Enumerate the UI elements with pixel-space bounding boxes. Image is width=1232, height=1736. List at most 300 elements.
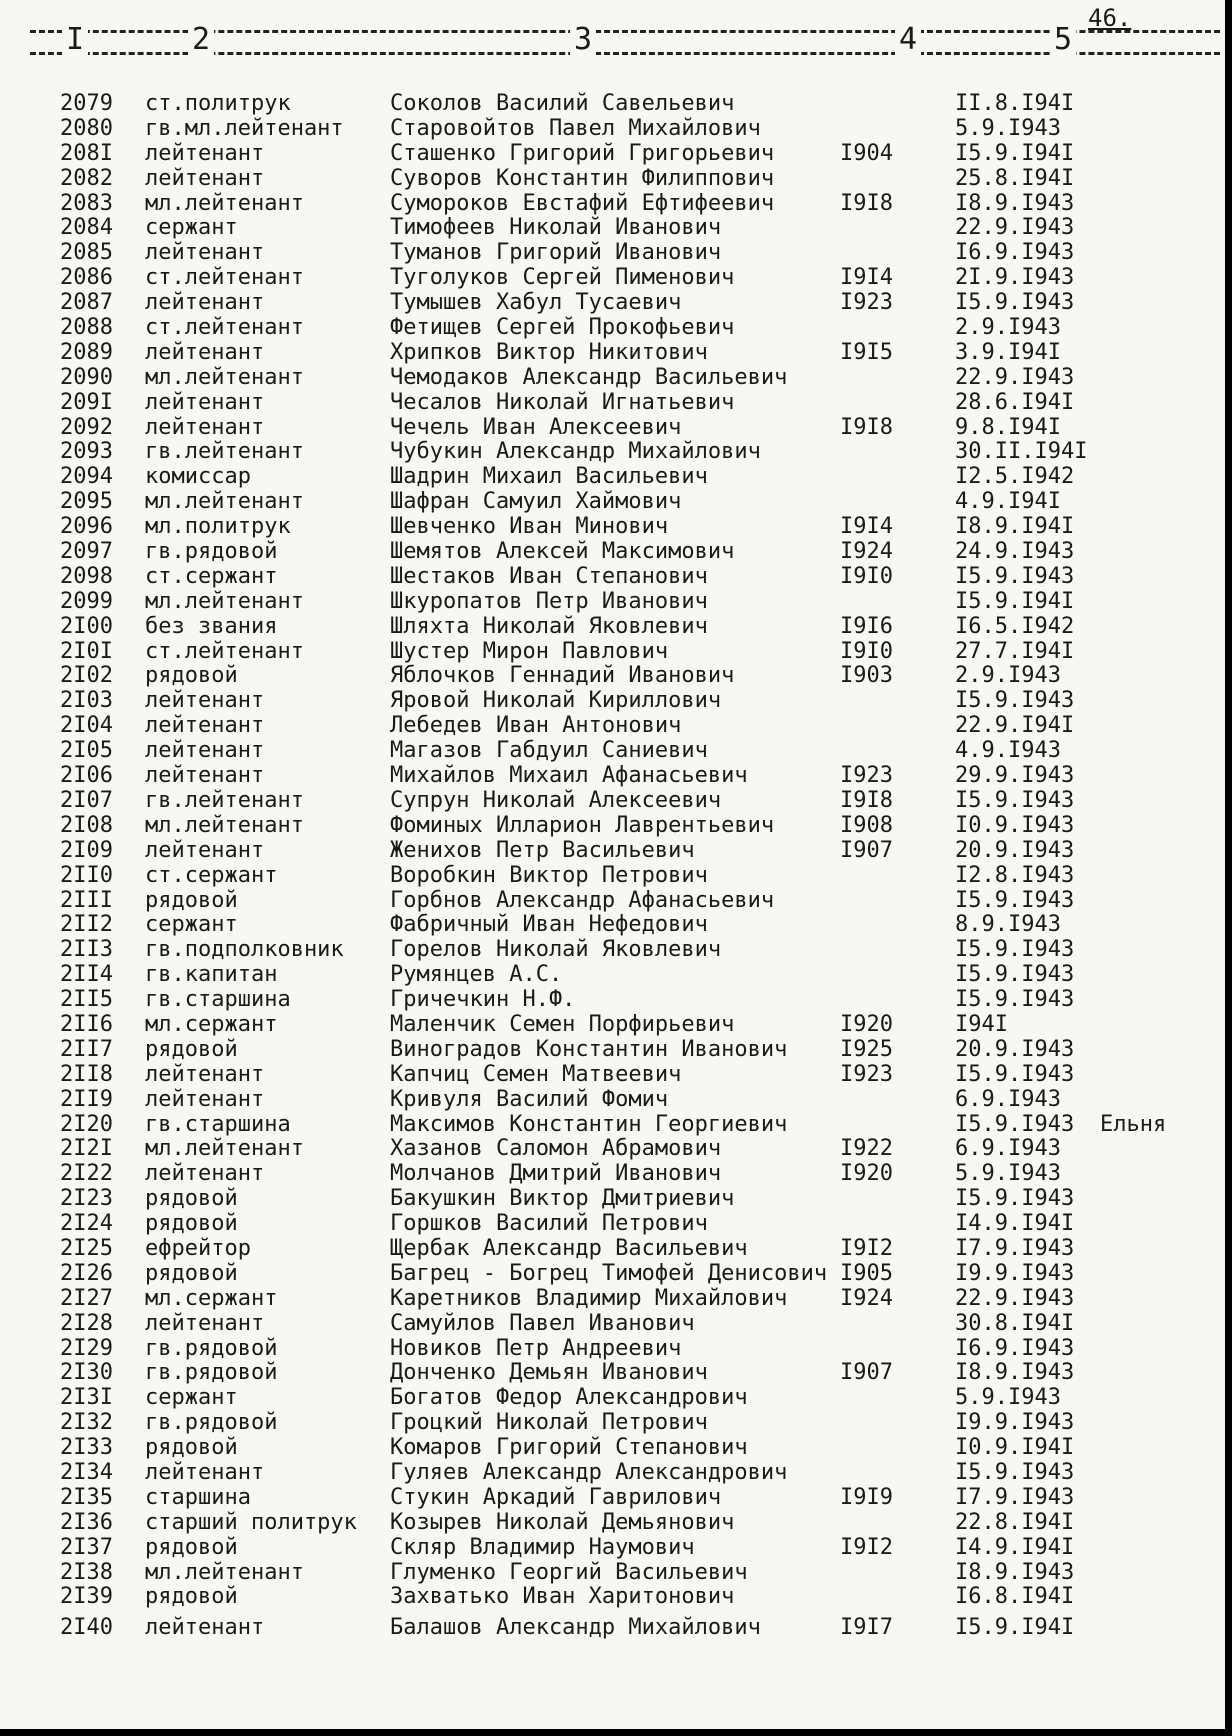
record-rank: ст.лейтенант (145, 315, 304, 341)
record-date: 30.II.I94I (955, 439, 1088, 465)
record-rank: лейтенант (145, 240, 265, 266)
record-number: 2I00 (60, 613, 113, 639)
record-birth-year: I925 (840, 1036, 893, 1062)
record-name: Женихов Петр Васильевич (390, 837, 695, 863)
record-birth-year: I9I8 (840, 190, 893, 216)
record-name: Чемодаков Александр Васильевич (390, 364, 788, 390)
table-row (0, 1137, 1225, 1162)
record-name: Виноградов Константин Иванович (390, 1036, 788, 1062)
record-birth-year: I9I0 (840, 638, 893, 664)
record-birth-year: I920 (840, 1161, 893, 1187)
record-number: 2I30 (60, 1360, 113, 1386)
record-name: Старовойтов Павел Михайлович (390, 115, 761, 141)
record-rank: лейтенант (145, 837, 265, 863)
record-rank: лейтенант (145, 165, 265, 191)
record-rank: гв.подполковник (145, 937, 344, 963)
record-name: Чубукин Александр Михайлович (390, 439, 761, 465)
record-name: Шкуропатов Петр Иванович (390, 588, 708, 614)
record-name: Шемятов Алексей Максимович (390, 539, 735, 565)
record-number: 2092 (60, 414, 113, 440)
record-name: Туманов Григорий Иванович (390, 240, 722, 266)
record-number: 2086 (60, 265, 113, 291)
record-name: Самуйлов Павел Иванович (390, 1310, 695, 1336)
record-date: I5.9.I943 (955, 787, 1075, 813)
record-date: I5.9.I94I (955, 140, 1075, 166)
table-row (0, 1013, 1225, 1038)
record-name: Суворов Константин Филиппович (390, 165, 775, 191)
record-name: Новиков Петр Андреевич (390, 1335, 682, 1361)
table-row (0, 590, 1225, 615)
record-name: Глуменко Георгий Васильевич (390, 1559, 748, 1585)
record-number: 2079 (60, 91, 113, 116)
record-number: 2II5 (60, 987, 113, 1013)
table-row (0, 1361, 1225, 1386)
record-date: I6.5.I942 (955, 613, 1075, 639)
table-row (0, 938, 1225, 963)
record-date: I5.9.I943 (955, 1186, 1075, 1212)
table-row (0, 1212, 1225, 1237)
record-number: 2I27 (60, 1285, 113, 1311)
record-rank: ст.сержант (145, 563, 278, 589)
record-number: 2I26 (60, 1260, 113, 1286)
table-row (0, 540, 1225, 565)
table-row (0, 1162, 1225, 1187)
record-date: 4.9.I94I (955, 489, 1061, 515)
record-date: 6.9.I943 (955, 1086, 1061, 1112)
record-number: 2I25 (60, 1235, 113, 1261)
record-rank: лейтенант (145, 763, 265, 789)
record-date: 2.9.I943 (955, 315, 1061, 341)
record-date: I4.9.I94I (955, 1211, 1075, 1237)
record-rank: рядовой (145, 1584, 238, 1610)
record-birth-year: I903 (840, 663, 893, 689)
record-name: Фетищев Сергей Прокофьевич (390, 315, 735, 341)
table-row (0, 739, 1225, 764)
table-row (0, 764, 1225, 789)
record-rank: ст.сержант (145, 862, 278, 888)
record-number: 2098 (60, 563, 113, 589)
record-name: Фоминых Илларион Лаврентьевич (390, 812, 775, 838)
record-date: I5.9.I943 (955, 1111, 1075, 1137)
record-date: I8.9.I94I (955, 514, 1075, 540)
record-date: I5.9.I943 (955, 937, 1075, 963)
record-rank: мл.сержант (145, 1011, 278, 1037)
record-number: 2I0I (60, 638, 113, 664)
table-row (0, 1088, 1225, 1113)
record-date: 4.9.I943 (955, 738, 1061, 764)
record-rank: гв.лейтенант (145, 439, 304, 465)
record-date: 22.9.I943 (955, 1285, 1075, 1311)
record-name: Яблочков Геннадий Иванович (390, 663, 735, 689)
record-name: Шляхта Николай Яковлевич (390, 613, 708, 639)
record-name: Магазов Габдуил Саниевич (390, 738, 708, 764)
record-date: 22.9.I943 (955, 215, 1075, 241)
record-name: Тумышев Хабул Тусаевич (390, 290, 682, 316)
record-rank: рядовой (145, 1534, 238, 1560)
record-rank: лейтенант (145, 713, 265, 739)
record-rank: рядовой (145, 1211, 238, 1237)
record-number: 2I08 (60, 812, 113, 838)
record-birth-year: I905 (840, 1260, 893, 1286)
table-row (0, 1486, 1225, 1511)
record-number: 2I29 (60, 1335, 113, 1361)
record-birth-year: I9I4 (840, 514, 893, 540)
record-rank: гв.рядовой (145, 1335, 278, 1361)
record-date: 30.8.I94I (955, 1310, 1075, 1336)
record-rank: гв.мл.лейтенант (145, 115, 344, 141)
record-date: I7.9.I943 (955, 1484, 1075, 1510)
record-number: 2087 (60, 290, 113, 316)
table-row (0, 192, 1225, 217)
record-number: 2I35 (60, 1484, 113, 1510)
record-name: Шустер Мирон Павлович (390, 638, 669, 664)
record-number: 2II3 (60, 937, 113, 963)
table-row (0, 988, 1225, 1013)
table-row (0, 1038, 1225, 1063)
record-birth-year: I9I9 (840, 1484, 893, 1510)
table-row (0, 341, 1225, 366)
record-rank: старший политрук (145, 1509, 357, 1535)
record-note: Ельня (1100, 1111, 1167, 1137)
record-date: 8.9.I943 (955, 912, 1061, 938)
table-row (0, 316, 1225, 341)
record-name: Багрец - Богрец Тимофей Денисович (390, 1260, 828, 1286)
record-date: I6.9.I943 (955, 240, 1075, 266)
record-date: I6.8.I94I (955, 1584, 1075, 1610)
column-heading-2: 2 (188, 24, 214, 56)
table-row (0, 490, 1225, 515)
record-rank: рядовой (145, 663, 238, 689)
record-birth-year: I907 (840, 837, 893, 863)
record-rank: комиссар (145, 464, 251, 490)
record-date: I5.9.I94I (955, 588, 1075, 614)
record-number: 2090 (60, 364, 113, 390)
record-number: 2II2 (60, 912, 113, 938)
record-number: 2II6 (60, 1011, 113, 1037)
record-date: 2I.9.I943 (955, 265, 1075, 291)
record-rank: старшина (145, 1484, 251, 1510)
record-rank: лейтенант (145, 1310, 265, 1336)
table-row (0, 366, 1225, 391)
record-date: I7.9.I943 (955, 1235, 1075, 1261)
table-row (0, 814, 1225, 839)
record-name: Богатов Федор Александрович (390, 1385, 748, 1411)
table-row (0, 391, 1225, 416)
column-heading-1: I (62, 24, 88, 56)
record-number: 2I32 (60, 1410, 113, 1436)
record-date: I8.9.I943 (955, 190, 1075, 216)
record-rank: гв.старшина (145, 987, 291, 1013)
record-name: Сташенко Григорий Григорьевич (390, 140, 775, 166)
table-row (0, 465, 1225, 490)
record-date: 20.9.I943 (955, 837, 1075, 863)
record-name: Шестаков Иван Степанович (390, 563, 708, 589)
record-date: I5.9.I943 (955, 962, 1075, 988)
record-number: 2094 (60, 464, 113, 490)
table-row (0, 963, 1225, 988)
table-row (0, 1262, 1225, 1287)
record-name: Бакушкин Виктор Дмитриевич (390, 1186, 735, 1212)
record-date: I5.9.I943 (955, 563, 1075, 589)
record-number: 2I23 (60, 1186, 113, 1212)
record-rank: ефрейтор (145, 1235, 251, 1261)
record-name: Захватько Иван Харитонович (390, 1584, 735, 1610)
record-rank: рядовой (145, 887, 238, 913)
record-number: 2099 (60, 588, 113, 614)
table-row (0, 789, 1225, 814)
record-birth-year: I9I2 (840, 1235, 893, 1261)
record-number: 2II8 (60, 1061, 113, 1087)
record-name: Тимофеев Николай Иванович (390, 215, 722, 241)
table-row (0, 266, 1225, 291)
table-row (0, 416, 1225, 441)
record-name: Фабричный Иван Нефедович (390, 912, 708, 938)
record-name: Горбнов Александр Афанасьевич (390, 887, 775, 913)
record-date: I5.9.I943 (955, 987, 1075, 1013)
record-date: 27.7.I94I (955, 638, 1075, 664)
record-rank: рядовой (145, 1036, 238, 1062)
record-date: I4.9.I94I (955, 1534, 1075, 1560)
record-birth-year: I9I4 (840, 265, 893, 291)
record-number: 2II9 (60, 1086, 113, 1112)
record-date: II.8.I94I (955, 91, 1075, 116)
record-rank: мл.лейтенант (145, 1559, 304, 1585)
record-name: Максимов Константин Георгиевич (390, 1111, 788, 1137)
record-name: Маленчик Семен Порфирьевич (390, 1011, 735, 1037)
record-date: I8.9.I943 (955, 1559, 1075, 1585)
table-row (0, 864, 1225, 889)
record-name: Капчиц Семен Матвеевич (390, 1061, 682, 1087)
record-birth-year: I9I2 (840, 1534, 893, 1560)
record-name: Лебедев Иван Антонович (390, 713, 682, 739)
table-row (0, 1237, 1225, 1262)
record-name: Туголуков Сергей Пименович (390, 265, 735, 291)
record-rank: мл.лейтенант (145, 1136, 304, 1162)
record-date: I0.9.I943 (955, 812, 1075, 838)
record-number: 2082 (60, 165, 113, 191)
record-rank: мл.лейтенант (145, 812, 304, 838)
record-name: Комаров Григорий Степанович (390, 1435, 748, 1461)
table-row (0, 640, 1225, 665)
record-rank: сержант (145, 912, 238, 938)
record-date: I5.9.I943 (955, 290, 1075, 316)
record-number: 2I07 (60, 787, 113, 813)
record-rank: без звания (145, 613, 278, 639)
record-name: Горшков Василий Петрович (390, 1211, 708, 1237)
record-number: 2I40 (60, 1615, 113, 1641)
table-row (0, 291, 1225, 316)
record-name: Румянцев А.С. (390, 962, 563, 988)
table-row (0, 1561, 1225, 1586)
record-date: I5.9.I94I (955, 1615, 1075, 1641)
record-date: I6.9.I943 (955, 1335, 1075, 1361)
record-name: Шевченко Иван Минович (390, 514, 669, 540)
record-name: Донченко Демьян Иванович (390, 1360, 708, 1386)
record-date: 20.9.I943 (955, 1036, 1075, 1062)
record-number: 2I28 (60, 1310, 113, 1336)
table-row (0, 1287, 1225, 1312)
record-rank: лейтенант (145, 1459, 265, 1485)
record-date: I0.9.I94I (955, 1435, 1075, 1461)
record-date: 5.9.I943 (955, 1385, 1061, 1411)
record-number: 2I33 (60, 1435, 113, 1461)
record-name: Хрипков Виктор Никитович (390, 339, 708, 365)
record-date: 9.8.I94I (955, 414, 1061, 440)
record-name: Шадрин Михаил Васильевич (390, 464, 708, 490)
record-birth-year: I908 (840, 812, 893, 838)
table-row (0, 664, 1225, 689)
record-rank: мл.сержант (145, 1285, 278, 1311)
record-date: 6.9.I943 (955, 1136, 1061, 1162)
record-birth-year: I9I8 (840, 414, 893, 440)
record-date: 25.8.I94I (955, 165, 1075, 191)
record-rank: гв.рядовой (145, 539, 278, 565)
record-number: 2096 (60, 514, 113, 540)
record-rank: гв.капитан (145, 962, 278, 988)
record-number: 2083 (60, 190, 113, 216)
record-rank: гв.рядовой (145, 1360, 278, 1386)
table-row (0, 1063, 1225, 1088)
record-rank: мл.лейтенант (145, 588, 304, 614)
record-rank: мл.лейтенант (145, 364, 304, 390)
record-number: 2I22 (60, 1161, 113, 1187)
table-row (0, 515, 1225, 540)
record-number: 2I04 (60, 713, 113, 739)
record-birth-year: I924 (840, 1285, 893, 1311)
record-date: I5.9.I943 (955, 1459, 1075, 1485)
column-heading-4: 4 (895, 24, 921, 56)
record-number: 2I2I (60, 1136, 113, 1162)
record-name: Супрун Николай Алексеевич (390, 787, 722, 813)
record-number: 2093 (60, 439, 113, 465)
record-number: 2088 (60, 315, 113, 341)
record-birth-year: I9I7 (840, 1615, 893, 1641)
record-number: 2084 (60, 215, 113, 241)
record-name: Щербак Александр Васильевич (390, 1235, 748, 1261)
table-row (0, 440, 1225, 465)
record-date: I2.8.I943 (955, 862, 1075, 888)
table-row (0, 1616, 1225, 1641)
record-rank: мл.лейтенант (145, 190, 304, 216)
record-date: 22.8.I94I (955, 1509, 1075, 1535)
record-rank: лейтенант (145, 389, 265, 415)
record-birth-year: I923 (840, 1061, 893, 1087)
record-name: Чечель Иван Алексеевич (390, 414, 682, 440)
table-row (0, 1511, 1225, 1536)
table-row (0, 167, 1225, 192)
record-number: 2I09 (60, 837, 113, 863)
record-number: 2I06 (60, 763, 113, 789)
record-number: 2095 (60, 489, 113, 515)
record-name: Гуляев Александр Александрович (390, 1459, 788, 1485)
record-rank: сержант (145, 215, 238, 241)
record-rank: сержант (145, 1385, 238, 1411)
record-name: Хазанов Саломон Абрамович (390, 1136, 722, 1162)
record-rank: лейтенант (145, 414, 265, 440)
record-date: I2.5.I942 (955, 464, 1075, 490)
record-number: 2I38 (60, 1559, 113, 1585)
table-row (0, 216, 1225, 241)
table-row (0, 689, 1225, 714)
record-date: 5.9.I943 (955, 115, 1061, 141)
record-birth-year: I924 (840, 539, 893, 565)
record-name: Кривуля Василий Фомич (390, 1086, 669, 1112)
record-name: Горелов Николай Яковлевич (390, 937, 722, 963)
record-number: 2III (60, 887, 113, 913)
record-rank: лейтенант (145, 339, 265, 365)
record-number: 2I39 (60, 1584, 113, 1610)
table-row (0, 92, 1225, 117)
record-birth-year: I9I5 (840, 339, 893, 365)
record-rank: лейтенант (145, 140, 265, 166)
record-rank: гв.старшина (145, 1111, 291, 1137)
record-rank: ст.политрук (145, 91, 291, 116)
record-name: Чесалов Николай Игнатьевич (390, 389, 735, 415)
record-date: 3.9.I94I (955, 339, 1061, 365)
record-list (0, 91, 1225, 1641)
record-name: Соколов Василий Савельевич (390, 91, 735, 116)
record-name: Яровой Николай Кириллович (390, 688, 722, 714)
record-birth-year: I923 (840, 290, 893, 316)
record-birth-year: I9I6 (840, 613, 893, 639)
record-birth-year: I920 (840, 1011, 893, 1037)
record-name: Стукин Аркадий Гаврилович (390, 1484, 722, 1510)
record-date: 2.9.I943 (955, 663, 1061, 689)
table-row (0, 1585, 1225, 1610)
record-number: 2II0 (60, 862, 113, 888)
record-name: Каретников Владимир Михайлович (390, 1285, 788, 1311)
record-number: 2I02 (60, 663, 113, 689)
record-number: 2I05 (60, 738, 113, 764)
record-name: Козырев Николай Демьянович (390, 1509, 735, 1535)
record-rank: лейтенант (145, 688, 265, 714)
record-date: I8.9.I943 (955, 1360, 1075, 1386)
record-number: 2I34 (60, 1459, 113, 1485)
record-date: I94I (955, 1011, 1008, 1037)
table-row (0, 241, 1225, 266)
record-date: I5.9.I943 (955, 1061, 1075, 1087)
table-row (0, 1461, 1225, 1486)
record-number: 2I36 (60, 1509, 113, 1535)
table-row (0, 1411, 1225, 1436)
table-row (0, 1113, 1225, 1138)
record-number: 2I37 (60, 1534, 113, 1560)
record-rank: лейтенант (145, 738, 265, 764)
record-date: I5.9.I943 (955, 688, 1075, 714)
column-heading-5: 5 (1050, 24, 1076, 56)
table-row (0, 889, 1225, 914)
record-name: Молчанов Дмитрий Иванович (390, 1161, 722, 1187)
table-row (0, 142, 1225, 167)
record-rank: мл.политрук (145, 514, 291, 540)
record-rank: лейтенант (145, 1086, 265, 1112)
record-number: 2I03 (60, 688, 113, 714)
record-name: Скляр Владимир Наумович (390, 1534, 695, 1560)
record-birth-year: I923 (840, 763, 893, 789)
table-row (0, 1436, 1225, 1461)
record-date: 22.9.I943 (955, 364, 1075, 390)
record-rank: лейтенант (145, 1061, 265, 1087)
record-rank: гв.рядовой (145, 1410, 278, 1436)
record-number: 2085 (60, 240, 113, 266)
record-date: I5.9.I943 (955, 887, 1075, 913)
record-rank: ст.лейтенант (145, 265, 304, 291)
table-row (0, 1536, 1225, 1561)
record-birth-year: I922 (840, 1136, 893, 1162)
record-number: 2089 (60, 339, 113, 365)
record-number: 208I (60, 140, 113, 166)
record-birth-year: I907 (840, 1360, 893, 1386)
